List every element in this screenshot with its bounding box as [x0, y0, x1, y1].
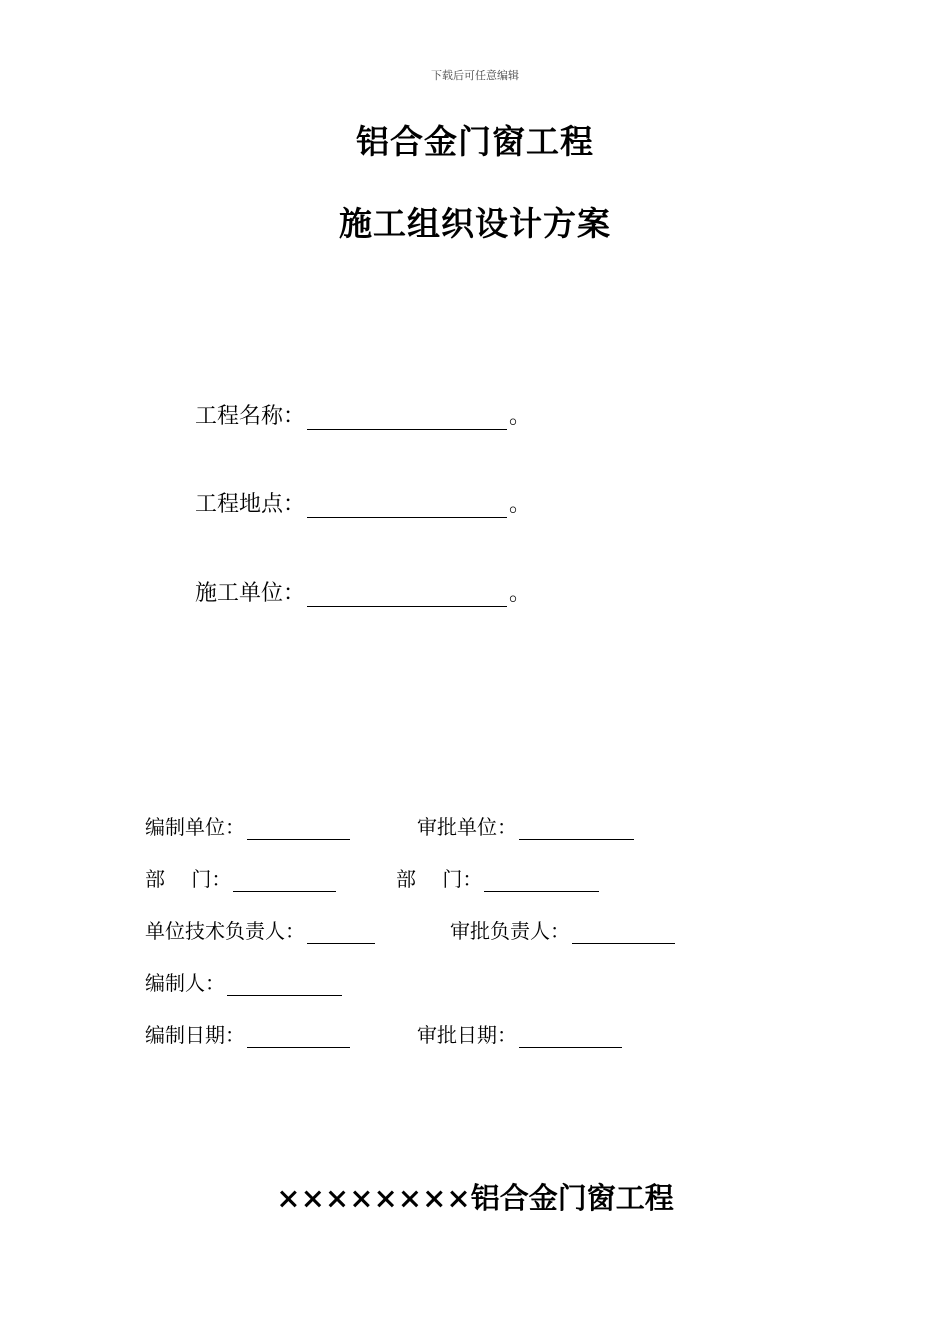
blank-line [307, 582, 507, 607]
field-label: 施工单位： [195, 581, 306, 606]
sig-label: 审批单位： [417, 815, 517, 839]
field-end: 。 [509, 492, 532, 517]
blank-line [307, 405, 507, 430]
blank-line [247, 1025, 350, 1048]
sig-label: 部 门： [145, 867, 232, 891]
sig-label: 编制日期： [145, 1023, 245, 1047]
sig-approve-unit [417, 814, 634, 840]
sig-dept-left [145, 866, 336, 892]
field-label: 工程地点： [195, 492, 306, 517]
field-project-name [195, 400, 531, 430]
sig-tech-lead [145, 918, 375, 944]
blank-line [247, 817, 350, 840]
blank-line [307, 493, 507, 518]
field-end: 。 [509, 404, 532, 429]
blank-line [307, 921, 375, 944]
field-end: 。 [509, 581, 532, 606]
field-construction-unit [195, 577, 531, 607]
sig-approve-date [417, 1022, 622, 1048]
sig-label: 编制单位： [145, 815, 245, 839]
blank-line [519, 1025, 622, 1048]
blank-line [484, 869, 599, 892]
sig-label: 审批负责人： [450, 919, 570, 943]
sig-dept-right [396, 866, 599, 892]
sig-label: 审批日期： [417, 1023, 517, 1047]
footer-title: ××××××××铝合金门窗工程 [276, 1181, 674, 1215]
sig-label: 编制人： [145, 971, 225, 995]
blank-line [519, 817, 634, 840]
title-line-2: 施工组织设计方案 [339, 204, 611, 243]
header-note: 下载后可任意编辑 [431, 69, 519, 82]
field-project-location [195, 488, 531, 518]
sig-compile-unit [145, 814, 350, 840]
field-label: 工程名称： [195, 404, 306, 429]
blank-line [572, 921, 675, 944]
blank-line [233, 869, 336, 892]
blank-line [227, 973, 342, 996]
title-line-1: 铝合金门窗工程 [356, 122, 594, 161]
sig-label: 单位技术负责人： [145, 919, 305, 943]
sig-approve-lead [450, 918, 675, 944]
sig-compile-date [145, 1022, 350, 1048]
sig-compiler [145, 970, 342, 996]
sig-label: 部 门： [396, 867, 483, 891]
